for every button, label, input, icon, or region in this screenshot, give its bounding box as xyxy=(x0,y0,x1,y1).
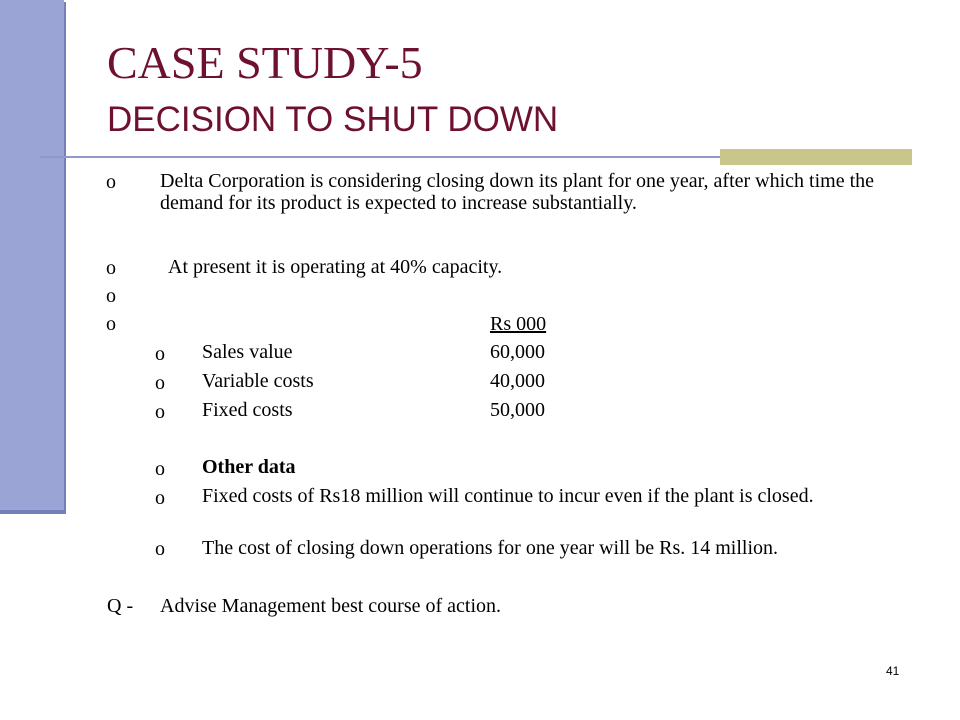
paragraph-intro: Delta Corporation is considering closing down its plant for one year, after which time the demand for its product is expected to increase substantially. xyxy=(160,170,875,214)
accent-block xyxy=(720,149,912,165)
sub-bullet-icon: o xyxy=(155,487,165,509)
sub-bullet-icon: o xyxy=(155,372,165,394)
table-row-value: 40,000 xyxy=(490,370,545,392)
other-data-heading: Other data xyxy=(202,456,296,478)
bullet-icon: o xyxy=(106,171,116,193)
sub-bullet-icon: o xyxy=(155,401,165,423)
table-header-units: Rs 000 xyxy=(490,313,547,335)
question-prefix: Q - xyxy=(107,595,134,617)
question-text: Advise Management best course of action. xyxy=(160,595,502,617)
other-data-item: Fixed costs of Rs18 million will continue to incur even if the plant is closed. xyxy=(202,485,814,507)
bullet-icon: o xyxy=(106,257,116,279)
table-row-label: Fixed costs xyxy=(202,399,293,421)
table-row-label: Sales value xyxy=(202,341,293,363)
table-row-value: 50,000 xyxy=(490,399,545,421)
table-row-label: Variable costs xyxy=(202,370,314,392)
paragraph-capacity: At present it is operating at 40% capacity. xyxy=(168,256,503,278)
table-row-value: 60,000 xyxy=(490,341,545,363)
bullet-icon: o xyxy=(106,285,116,307)
other-data-item: The cost of closing down operations for one year will be Rs. 14 million. xyxy=(202,537,779,559)
sub-bullet-icon: o xyxy=(155,343,165,365)
bullet-icon: o xyxy=(106,313,116,335)
page-number: 41 xyxy=(886,664,900,678)
slide-subtitle: DECISION TO SHUT DOWN xyxy=(107,100,559,139)
sub-bullet-icon: o xyxy=(155,538,165,560)
left-bar-shadow xyxy=(0,510,66,514)
left-decorative-bar xyxy=(0,0,64,512)
slide-title: CASE STUDY-5 xyxy=(107,37,423,88)
sub-bullet-icon: o xyxy=(155,458,165,480)
